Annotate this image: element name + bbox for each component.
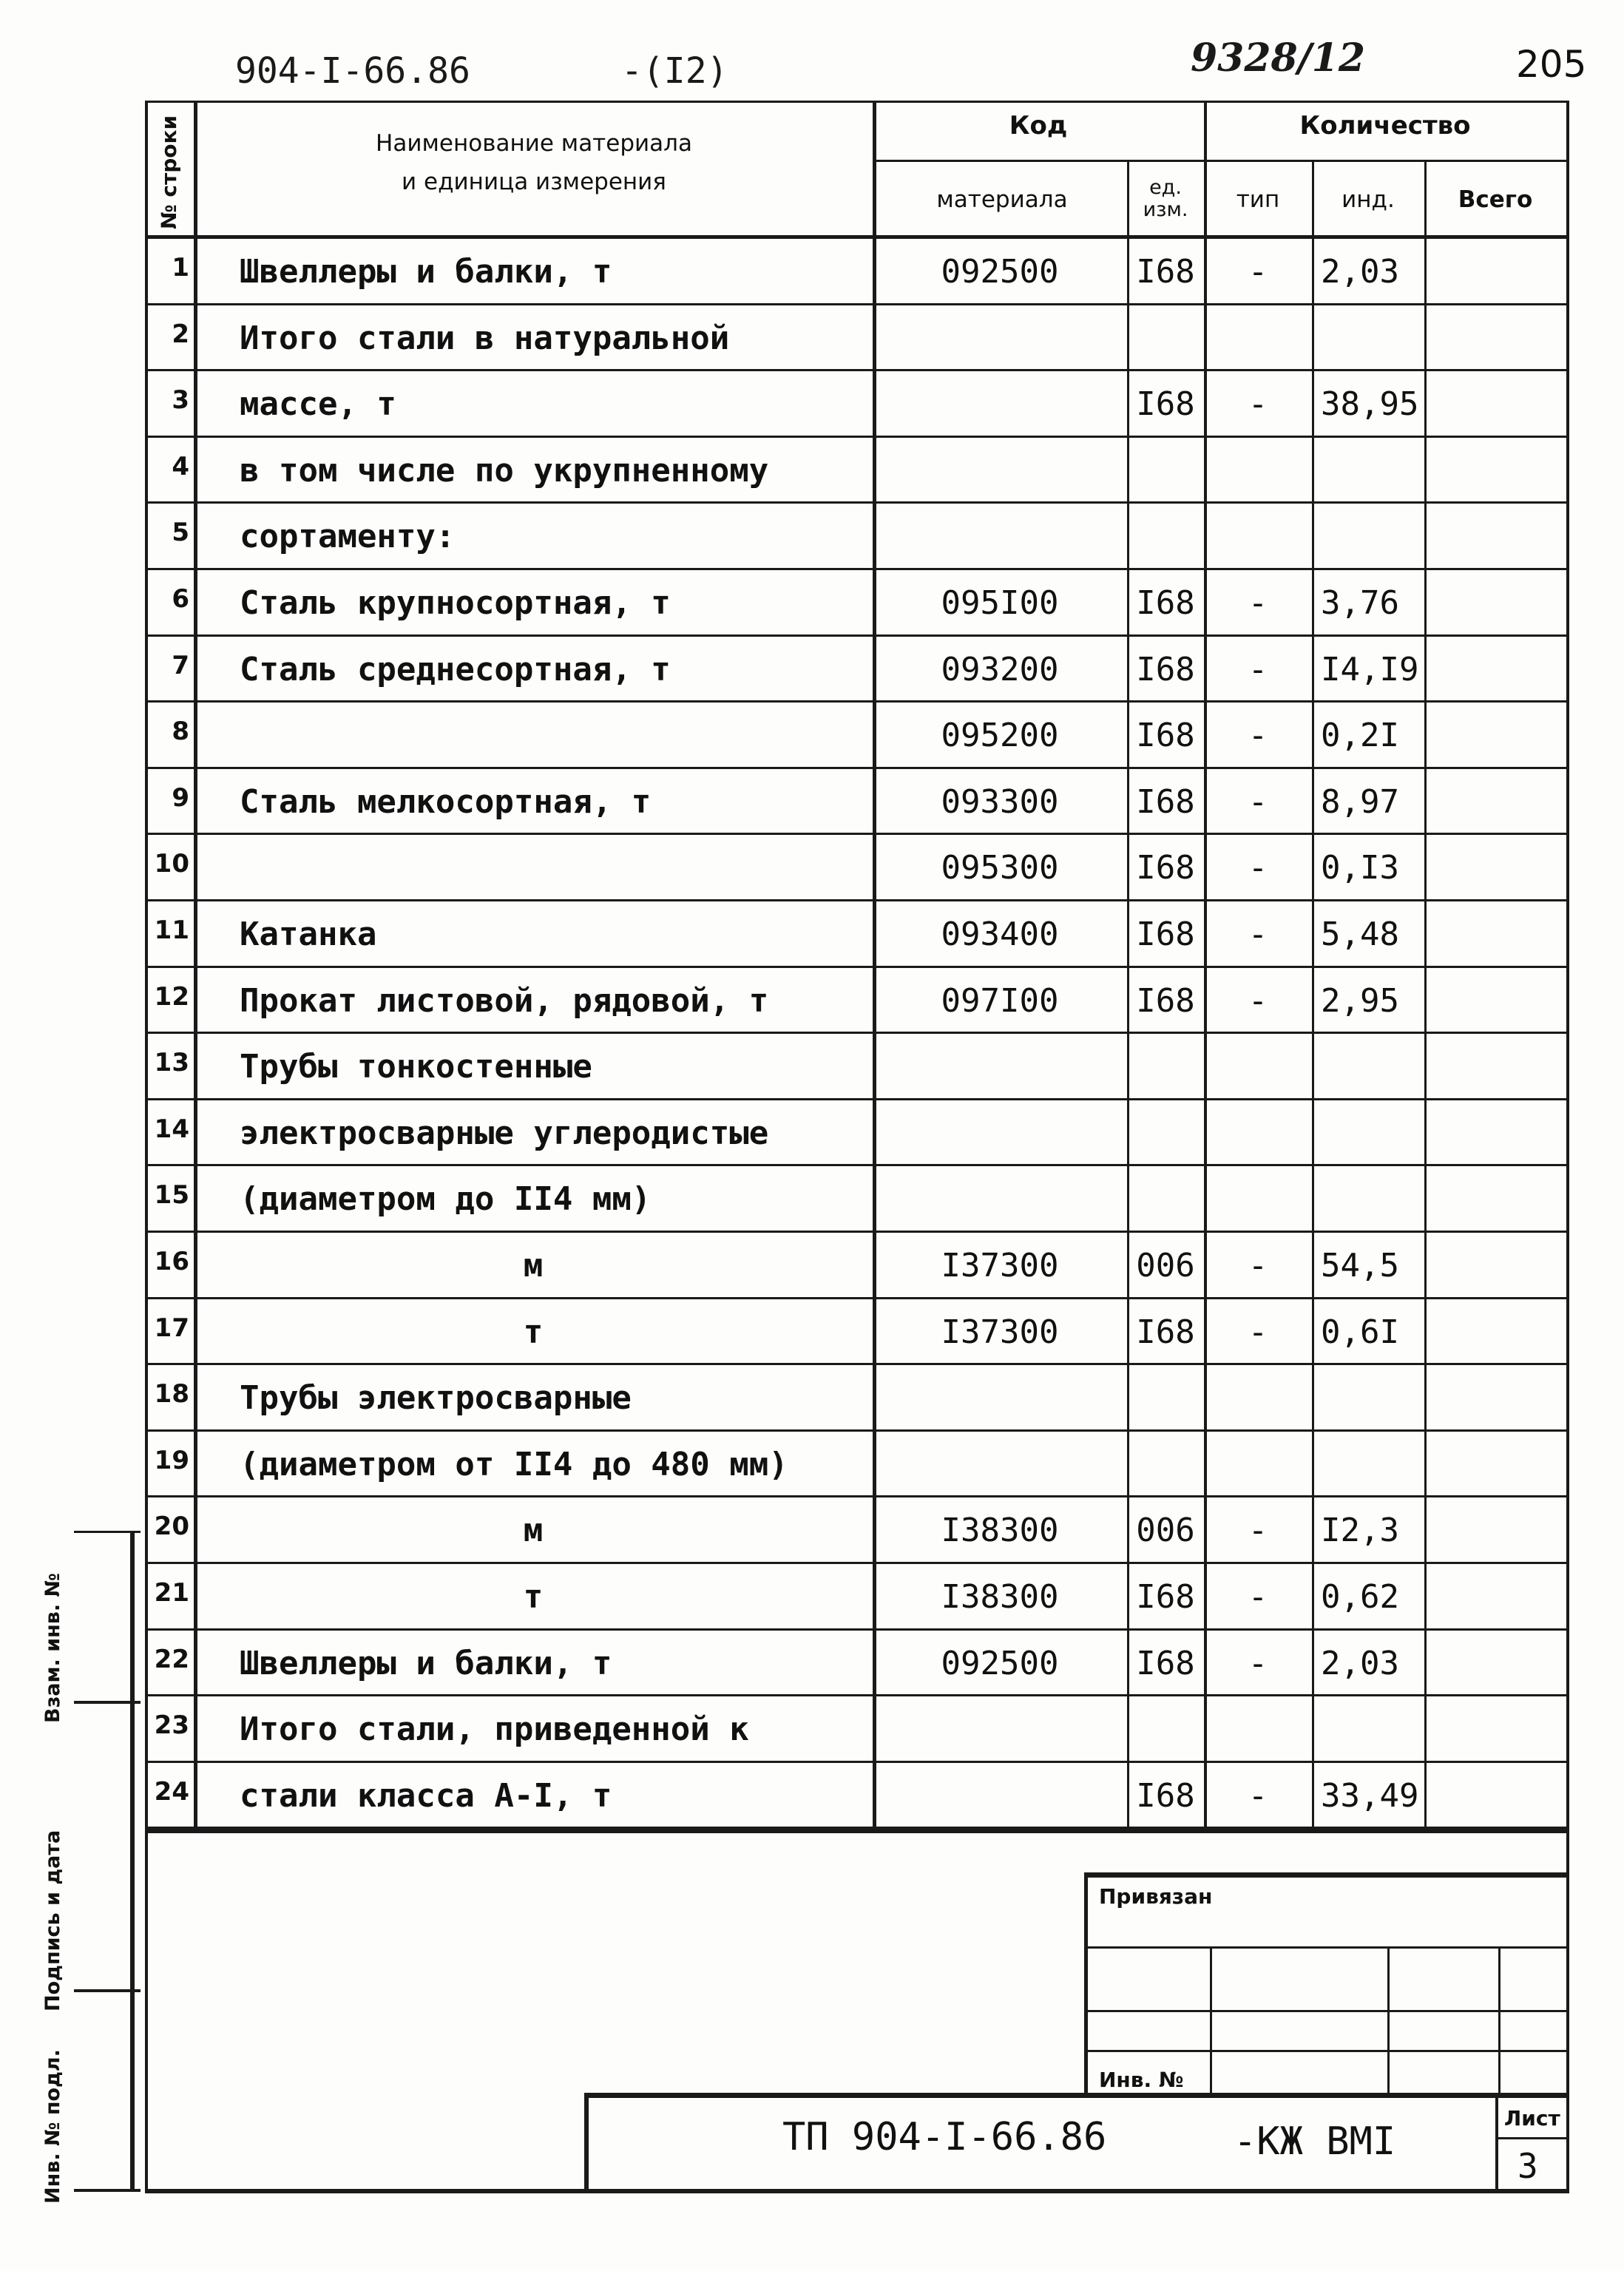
row-rule bbox=[145, 369, 1566, 371]
row-number: 21 bbox=[154, 1578, 189, 1608]
type-value: - bbox=[1248, 1644, 1268, 1682]
margin-frame-left bbox=[130, 1531, 135, 2189]
row-number: 23 bbox=[154, 1710, 189, 1741]
ind-value: 0,I3 bbox=[1321, 849, 1399, 887]
unit-header-line1: ед. bbox=[1149, 176, 1182, 199]
material-name: м bbox=[523, 1512, 544, 1550]
unit-code: I68 bbox=[1136, 849, 1195, 887]
row-rule bbox=[145, 1164, 1566, 1166]
material-name: т bbox=[523, 1578, 544, 1616]
row-rule bbox=[145, 1429, 1566, 1432]
material-name: Прокат листовой, рядовой, т bbox=[240, 981, 769, 1020]
ind-value: 38,95 bbox=[1321, 385, 1419, 424]
type-value: - bbox=[1248, 1512, 1268, 1550]
material-code: I37300 bbox=[941, 1313, 1059, 1351]
material-name: Катанка bbox=[240, 915, 377, 953]
material-name: (диаметром до II4 мм) bbox=[240, 1180, 652, 1219]
material-name: в том числе по укрупненному bbox=[240, 451, 769, 490]
type-value: - bbox=[1248, 1578, 1268, 1616]
stamp-rule bbox=[1084, 2010, 1566, 2012]
title-left-rule bbox=[584, 2093, 589, 2192]
title-top-rule bbox=[584, 2093, 1569, 2098]
type-value: - bbox=[1248, 981, 1268, 1020]
material-name: Трубы электросварные bbox=[240, 1379, 632, 1418]
material-name: стали класса А-I, т bbox=[240, 1776, 612, 1815]
title-mark: -КЖ ВМI bbox=[1234, 2119, 1396, 2164]
title-designation: ТП 904-I-66.86 bbox=[782, 2115, 1107, 2159]
unit-code: I68 bbox=[1136, 584, 1195, 622]
row-rule bbox=[145, 1628, 1566, 1631]
row-rule bbox=[145, 1098, 1566, 1100]
row-rule bbox=[145, 1363, 1566, 1365]
stamp-inventory-label: Инв. № bbox=[1099, 2068, 1184, 2092]
material-name: электросварные углеродистые bbox=[240, 1114, 769, 1152]
material-name-header-line1: Наименование материала bbox=[376, 130, 692, 157]
material-code: 092500 bbox=[941, 1644, 1059, 1682]
row-number: 7 bbox=[172, 650, 189, 680]
document-part: -(I2) bbox=[621, 50, 728, 92]
ind-value: 54,5 bbox=[1321, 1247, 1399, 1285]
type-value: - bbox=[1248, 253, 1268, 291]
row-rule bbox=[145, 899, 1566, 901]
row-rule bbox=[145, 1032, 1566, 1034]
material-name: Сталь мелкосортная, т bbox=[240, 782, 652, 821]
page-number: 205 bbox=[1516, 43, 1587, 86]
type-header: тип bbox=[1236, 186, 1280, 213]
handwritten-note: 9328/12 bbox=[1191, 35, 1366, 81]
material-code: 093200 bbox=[941, 650, 1059, 688]
type-value: - bbox=[1248, 385, 1268, 424]
row-number: 13 bbox=[154, 1048, 189, 1078]
header-middle-rule bbox=[873, 160, 1566, 162]
document-code: 904-I-66.86 bbox=[235, 50, 470, 92]
ind-value: 2,03 bbox=[1321, 253, 1399, 291]
material-code: 095200 bbox=[941, 717, 1059, 755]
row-number: 2 bbox=[172, 319, 189, 349]
row-number: 5 bbox=[172, 518, 189, 548]
row-rule bbox=[145, 833, 1566, 835]
signature-date-label: Подпись и дата bbox=[41, 1830, 64, 2011]
type-value: - bbox=[1248, 915, 1268, 953]
ind-value: I4,I9 bbox=[1321, 650, 1419, 688]
material-name: Итого стали, приведенной к bbox=[240, 1710, 749, 1749]
material-name: Швеллеры и балки, т bbox=[240, 253, 612, 291]
ind-value: 8,97 bbox=[1321, 782, 1399, 821]
material-name: Сталь среднесортная, т bbox=[240, 650, 671, 688]
stamp-left-rule bbox=[1084, 1872, 1088, 2093]
material-name: сортаменту: bbox=[240, 518, 456, 556]
row-rule bbox=[145, 568, 1566, 570]
ind-value: 0,62 bbox=[1321, 1578, 1399, 1616]
row-number: 3 bbox=[172, 385, 189, 416]
type-value: - bbox=[1248, 650, 1268, 688]
material-name: Сталь крупносортная, т bbox=[240, 584, 671, 622]
margin-rule bbox=[74, 2189, 141, 2192]
row-number: 18 bbox=[154, 1379, 189, 1409]
frame-left bbox=[145, 1828, 148, 2192]
title-sheet-divider bbox=[1495, 2093, 1498, 2192]
material-code: I38300 bbox=[941, 1512, 1059, 1550]
frame-right bbox=[1566, 1828, 1569, 2192]
row-rule bbox=[145, 1231, 1566, 1233]
stamp-rule bbox=[1084, 2050, 1566, 2052]
unit-code: 006 bbox=[1136, 1512, 1195, 1550]
row-number: 19 bbox=[154, 1445, 189, 1475]
ind-value: 2,03 bbox=[1321, 1644, 1399, 1682]
row-number: 9 bbox=[172, 782, 189, 813]
material-name-header-line2: и единица измерения bbox=[402, 169, 666, 195]
unit-code: I68 bbox=[1136, 650, 1195, 688]
row-rule bbox=[145, 436, 1566, 438]
unit-code: I68 bbox=[1136, 782, 1195, 821]
table-right-border bbox=[1566, 101, 1569, 1832]
unit-code: I68 bbox=[1136, 981, 1195, 1020]
material-code: 093400 bbox=[941, 915, 1059, 953]
material-name: Швеллеры и балки, т bbox=[240, 1644, 612, 1682]
type-value: - bbox=[1248, 717, 1268, 755]
unit-code: I68 bbox=[1136, 915, 1195, 953]
material-name: массе, т bbox=[240, 385, 396, 424]
unit-header-line2: изм. bbox=[1143, 198, 1188, 221]
replaced-inventory-label: Взам. инв. № bbox=[41, 1572, 64, 1723]
material-code-header: материала bbox=[936, 186, 1068, 213]
type-value: - bbox=[1248, 584, 1268, 622]
ind-value: 3,76 bbox=[1321, 584, 1399, 622]
unit-code: I68 bbox=[1136, 1313, 1195, 1351]
title-sheet-rule bbox=[1495, 2137, 1566, 2139]
ind-value: 5,48 bbox=[1321, 915, 1399, 953]
stamp-divider bbox=[1387, 1946, 1390, 2093]
row-number: 17 bbox=[154, 1313, 189, 1343]
ind-value: 33,49 bbox=[1321, 1776, 1419, 1815]
row-number: 8 bbox=[172, 717, 189, 747]
material-code: I37300 bbox=[941, 1247, 1059, 1285]
ind-header: инд. bbox=[1342, 186, 1395, 213]
row-rule bbox=[145, 767, 1566, 769]
material-code: 092500 bbox=[941, 253, 1059, 291]
row-number-header: № строки bbox=[157, 115, 181, 229]
unit-code: I68 bbox=[1136, 1776, 1195, 1815]
material-code: 095I00 bbox=[941, 584, 1059, 622]
type-value: - bbox=[1248, 782, 1268, 821]
ind-column-divider bbox=[1312, 160, 1314, 1832]
code-header: Код bbox=[1009, 111, 1068, 141]
unit-column-divider bbox=[1127, 160, 1129, 1832]
sheet-label: Лист bbox=[1504, 2106, 1560, 2130]
header-top-rule bbox=[145, 101, 1566, 103]
margin-rule bbox=[74, 1531, 141, 1533]
material-code: 093300 bbox=[941, 782, 1059, 821]
stamp-divider bbox=[1210, 1946, 1212, 2093]
row-number: 15 bbox=[154, 1180, 189, 1211]
material-name: (диаметром от II4 до 480 мм) bbox=[240, 1445, 788, 1483]
quantity-header: Количество bbox=[1299, 111, 1471, 141]
type-value: - bbox=[1248, 1247, 1268, 1285]
linked-label: Привязан bbox=[1099, 1884, 1213, 1909]
row-rule bbox=[145, 700, 1566, 703]
row-rule bbox=[145, 1694, 1566, 1696]
table-bottom-rule bbox=[145, 1828, 1569, 1833]
material-code: I38300 bbox=[941, 1578, 1059, 1616]
unit-code: I68 bbox=[1136, 1644, 1195, 1682]
unit-code: I68 bbox=[1136, 385, 1195, 424]
row-rule bbox=[145, 1761, 1566, 1763]
unit-code: I68 bbox=[1136, 253, 1195, 291]
row-number: 16 bbox=[154, 1247, 189, 1276]
unit-code: I68 bbox=[1136, 717, 1195, 755]
header-bottom-rule bbox=[145, 235, 1566, 239]
row-rule bbox=[145, 1562, 1566, 1564]
material-code: 097I00 bbox=[941, 981, 1059, 1020]
ind-value: 0,6I bbox=[1321, 1313, 1399, 1351]
margin-rule bbox=[74, 1701, 141, 1704]
row-number: 4 bbox=[172, 451, 189, 481]
material-name: Трубы тонкостенные bbox=[240, 1048, 592, 1086]
unit-code: I68 bbox=[1136, 1578, 1195, 1616]
row-number: 11 bbox=[154, 915, 189, 945]
material-code: 095300 bbox=[941, 849, 1059, 887]
row-number: 10 bbox=[154, 849, 189, 879]
row-rule bbox=[145, 966, 1566, 968]
sheet-number: 3 bbox=[1518, 2146, 1538, 2186]
type-value: - bbox=[1248, 849, 1268, 887]
ind-value: 2,95 bbox=[1321, 981, 1399, 1020]
row-number: 14 bbox=[154, 1114, 189, 1144]
ind-value: 0,2I bbox=[1321, 717, 1399, 755]
total-column-divider bbox=[1424, 160, 1427, 1832]
material-name: Итого стали в натуральной bbox=[240, 319, 730, 357]
ind-value: I2,3 bbox=[1321, 1512, 1399, 1550]
stamp-divider bbox=[1498, 1946, 1500, 2093]
type-value: - bbox=[1248, 1313, 1268, 1351]
unit-code: 006 bbox=[1136, 1247, 1195, 1285]
row-rule bbox=[145, 634, 1566, 637]
original-inventory-label: Инв. № подл. bbox=[41, 2049, 64, 2204]
row-number: 24 bbox=[154, 1776, 189, 1807]
row-number: 22 bbox=[154, 1644, 189, 1674]
row-number: 6 bbox=[172, 584, 189, 614]
row-rule bbox=[145, 303, 1566, 305]
material-name: м bbox=[523, 1247, 544, 1285]
frame-bottom bbox=[145, 2189, 1569, 2193]
row-rule bbox=[145, 1495, 1566, 1497]
row-number: 1 bbox=[172, 253, 189, 282]
row-number: 12 bbox=[154, 981, 189, 1012]
stamp-top-rule bbox=[1084, 1872, 1566, 1878]
margin-rule bbox=[74, 1989, 141, 1992]
stamp-rule bbox=[1084, 1946, 1566, 1949]
row-number: 20 bbox=[154, 1512, 189, 1542]
material-name: т bbox=[523, 1313, 544, 1351]
row-rule bbox=[145, 501, 1566, 504]
type-value: - bbox=[1248, 1776, 1268, 1815]
total-header: Всего bbox=[1458, 186, 1533, 213]
row-rule bbox=[145, 1297, 1566, 1299]
